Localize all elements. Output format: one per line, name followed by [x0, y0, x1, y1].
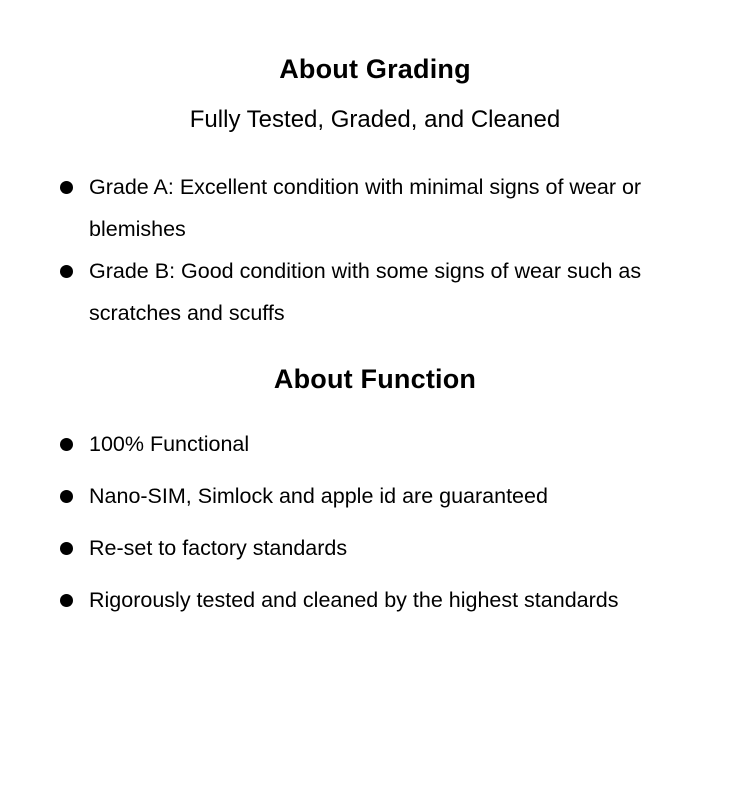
- section-subheading-about-grading: Fully Tested, Graded, and Cleaned: [189, 106, 561, 133]
- document-page: [0, 54, 750, 804]
- bullet-icon: [60, 265, 73, 278]
- bullet-icon: [60, 542, 73, 555]
- list-item-text: Re-set to factory standards: [89, 536, 348, 560]
- list-item: [58, 527, 690, 569]
- grading-list: [0, 166, 750, 334]
- list-item: [58, 166, 690, 250]
- list-item-text: Nano-SIM, Simlock and apple id are guaranteed: [89, 484, 548, 508]
- list-item-text: Rigorously tested and cleaned by the highest standards: [89, 588, 619, 612]
- bullet-icon: [60, 438, 73, 451]
- list-item: [58, 423, 690, 465]
- function-list: [0, 423, 750, 621]
- bullet-icon: [60, 181, 73, 194]
- list-item-text: Grade A: Excellent condition with minimal signs of wear or blemishes: [89, 175, 642, 241]
- section-heading-about-grading: About Grading: [279, 54, 471, 84]
- bullet-icon: [60, 594, 73, 607]
- list-item: [58, 250, 690, 334]
- section-heading-about-function: About Function: [273, 364, 477, 394]
- list-item-text: 100% Functional: [89, 432, 250, 456]
- list-item-text: Grade B: Good condition with some signs of wear such as scratches and scuffs: [89, 259, 642, 325]
- list-item: [58, 579, 690, 621]
- bullet-icon: [60, 490, 73, 503]
- list-item: [58, 475, 690, 517]
